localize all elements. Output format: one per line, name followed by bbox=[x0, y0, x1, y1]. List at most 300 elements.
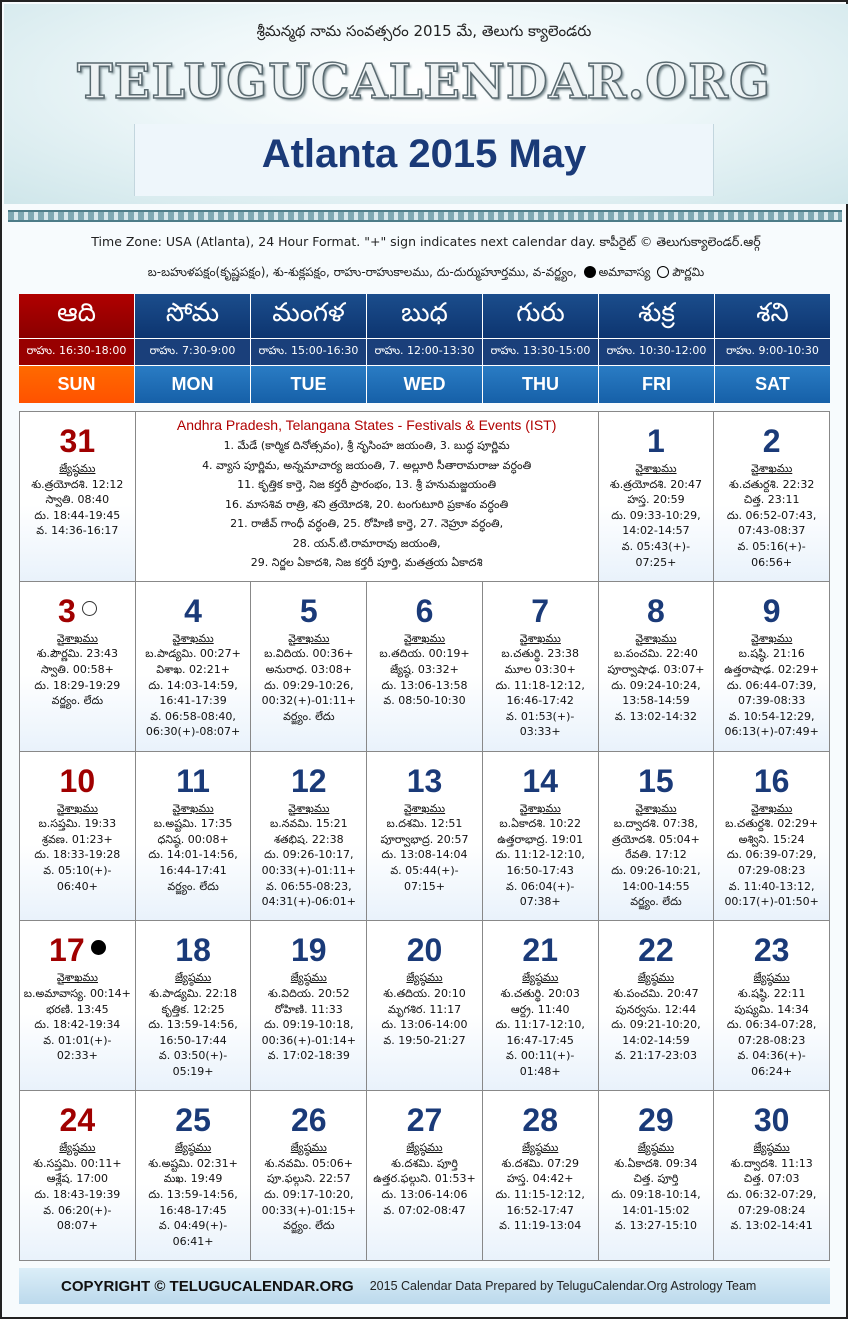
panchang-line: 01:48+ bbox=[519, 1064, 561, 1078]
day-cell[interactable] bbox=[251, 582, 366, 751]
panchang-line: దు. 09:24-10:24, bbox=[611, 678, 701, 692]
panchang-line: త్రయోదశి. 05:04+ bbox=[611, 832, 700, 846]
telugu-month: వైశాఖము bbox=[56, 631, 98, 645]
day-details bbox=[251, 1140, 366, 1234]
panchang-line: 16:47-17:45 bbox=[506, 1033, 574, 1047]
panchang-line: స్వాతి. 00:58+ bbox=[40, 662, 114, 676]
day-number-text: 7 bbox=[531, 592, 550, 629]
day-number-text: 29 bbox=[638, 1102, 674, 1139]
legend-text: బ-బహుళపక్షం(కృష్ణపక్షం), శు-శుక్లపక్షం, రాహు-రాహుకాలము, దు-దుర్ముహూర్తము, వ-వర్జ్యం, bbox=[147, 265, 577, 279]
day-details bbox=[714, 461, 829, 570]
day-number bbox=[251, 594, 366, 628]
day-number-text: 6 bbox=[415, 592, 434, 629]
panchang-line: 05:19+ bbox=[172, 1064, 214, 1078]
day-cell[interactable] bbox=[136, 921, 251, 1090]
day-number bbox=[483, 764, 598, 798]
day-details bbox=[251, 801, 366, 910]
panchang-line: బ.నవమి. 15:21 bbox=[269, 817, 348, 831]
telugu-month: జ్యేష్ఠము bbox=[637, 971, 675, 985]
weekday-english: TUE bbox=[251, 366, 366, 403]
weekday-telugu: ఆది bbox=[19, 294, 134, 338]
event-line: 11. కృత్తిక కార్తె, నిజ కర్తరీ ప్రారంభం, 13. శ్రీ హనుమజ్జయంతి bbox=[237, 478, 497, 491]
day-cell[interactable] bbox=[367, 1091, 482, 1260]
panchang-line: శు.ద్వాదశి. 11:13 bbox=[730, 1156, 813, 1170]
telugu-month: జ్యేష్ఠము bbox=[522, 1141, 559, 1155]
day-number bbox=[251, 933, 366, 967]
panchang-line: 14:02-14:57 bbox=[622, 524, 690, 538]
panchang-line: వ. 13:02-14:41 bbox=[730, 1219, 813, 1233]
day-number-text: 9 bbox=[762, 592, 781, 629]
panchang-line: 07:43-08:37 bbox=[737, 524, 806, 538]
telugu-month: వైశాఖము bbox=[172, 631, 214, 645]
day-details bbox=[367, 801, 482, 895]
panchang-line: శు.షష్ఠి. 22:11 bbox=[737, 986, 806, 1000]
day-details bbox=[599, 461, 714, 570]
day-cell[interactable] bbox=[599, 921, 714, 1090]
telugu-month: వైశాఖము bbox=[403, 801, 446, 815]
day-number bbox=[136, 1103, 251, 1137]
day-details bbox=[136, 1140, 251, 1249]
day-number-text: 8 bbox=[647, 592, 665, 629]
day-number bbox=[20, 764, 135, 798]
day-cell[interactable] bbox=[599, 752, 714, 921]
day-number-text: 13 bbox=[406, 762, 443, 799]
telugu-month: వైశాఖము bbox=[751, 462, 793, 475]
weekday-rahu: రాహు. 10:30-12:00 bbox=[599, 339, 714, 365]
panchang-line: వ. 04:36(+)- bbox=[737, 1049, 806, 1063]
panchang-line: వ. 00:11(+)- bbox=[506, 1049, 575, 1063]
site-logo-title[interactable]: TELUGUCALENDAR.ORG bbox=[77, 54, 771, 110]
panchang-line: పుష్యమి. 14:34 bbox=[734, 1002, 809, 1016]
day-number-text: 5 bbox=[299, 592, 318, 629]
panchang-line: బ.షష్ఠి. 21:16 bbox=[738, 647, 805, 661]
telugu-month: వైశాఖము bbox=[751, 801, 793, 815]
day-cell[interactable] bbox=[714, 752, 829, 921]
footer-copyright[interactable]: COPYRIGHT © TELUGUCALENDAR.ORG bbox=[61, 1277, 354, 1295]
panchang-line: వ. 17:02-18:39 bbox=[267, 1049, 350, 1063]
panchang-line: శ్రవణ. 01:23+ bbox=[41, 832, 113, 846]
day-number-text: 27 bbox=[406, 1102, 443, 1139]
panchang-line: వ. 01:01(+)- bbox=[43, 1033, 112, 1047]
weekday-column bbox=[251, 294, 366, 403]
panchang-line: వ. 08:50-10:30 bbox=[383, 694, 466, 708]
day-number bbox=[367, 933, 482, 967]
panchang-line: వ. 05:16(+)- bbox=[737, 539, 806, 553]
panchang-line: దు. 18:33-19:28 bbox=[34, 848, 121, 862]
weekday-rahu: రాహు. 9:00-10:30 bbox=[715, 339, 830, 365]
panchang-line: దు. 09:29-10:26, bbox=[264, 678, 354, 692]
panchang-line: 16:46-17:42 bbox=[506, 694, 574, 708]
day-cell[interactable] bbox=[483, 921, 598, 1090]
telugu-month: వైశాఖము bbox=[519, 631, 561, 645]
day-number-text: 12 bbox=[290, 762, 327, 799]
panchang-line: వ. 21:17-23:03 bbox=[614, 1049, 698, 1063]
day-details bbox=[20, 801, 135, 895]
day-cell[interactable] bbox=[599, 1091, 714, 1260]
panchang-line: వర్జ్యం. లేదు bbox=[283, 1219, 335, 1233]
day-number bbox=[714, 933, 829, 967]
panchang-line: 06:30(+)-08:07+ bbox=[145, 725, 241, 739]
panchang-line: చిత్త. పూర్తి bbox=[633, 1172, 679, 1186]
panchang-line: ఆర్ద్ర. 11:40 bbox=[510, 1002, 570, 1016]
telugu-month: జ్యేష్ఠము bbox=[406, 1141, 443, 1155]
day-details bbox=[136, 631, 251, 740]
day-number-text: 1 bbox=[647, 423, 665, 459]
telugu-month: వైశాఖము bbox=[751, 631, 793, 645]
weekday-telugu: సోమ bbox=[135, 294, 250, 338]
panchang-line: దు. 18:42-19:34 bbox=[34, 1018, 121, 1032]
day-details bbox=[714, 631, 829, 740]
day-number-text: 30 bbox=[753, 1102, 790, 1139]
event-line: 21. రాజీవ్ గాంధీ వర్ధంతి, 25. రోహిణి కార్తె, 27. నెహ్రూ వర్ధంతి, bbox=[230, 517, 504, 530]
day-number-text: 14 bbox=[522, 762, 558, 799]
panchang-line: దు. 06:39-07:29, bbox=[726, 848, 817, 862]
day-details bbox=[483, 631, 598, 740]
day-cell[interactable] bbox=[714, 1091, 829, 1260]
panchang-line: ఉత్తర.ఫల్గుని. 01:53+ bbox=[373, 1172, 476, 1186]
weekday-rahu: రాహు. 15:00-16:30 bbox=[251, 339, 366, 365]
day-cell[interactable] bbox=[251, 921, 366, 1090]
panchang-line: 16:44-17:41 bbox=[159, 863, 227, 877]
panchang-line: జ్యేష్ఠ. 03:32+ bbox=[390, 662, 459, 676]
day-cell[interactable] bbox=[367, 582, 482, 751]
day-cell[interactable] bbox=[136, 752, 251, 921]
panchang-line: దు. 18:44-19:45 bbox=[34, 508, 121, 522]
panchang-line: 14:01-15:02 bbox=[622, 1203, 690, 1217]
panchang-line: వ. 06:55-08:23, bbox=[265, 879, 352, 893]
new-moon-icon bbox=[91, 940, 106, 955]
day-details bbox=[599, 631, 714, 725]
panchang-line: 14:02-14:59 bbox=[622, 1033, 690, 1047]
day-cell[interactable] bbox=[20, 412, 135, 581]
ornament-divider bbox=[8, 210, 842, 222]
weekday-column bbox=[135, 294, 250, 403]
panchang-line: వ. 19:50-21:27 bbox=[383, 1033, 466, 1047]
day-number bbox=[136, 933, 251, 967]
panchang-line: స్వాతి. 08:40 bbox=[45, 493, 110, 507]
day-number bbox=[483, 1103, 598, 1137]
weekday-telugu: గురు bbox=[483, 294, 598, 338]
calendar-grid bbox=[19, 411, 830, 1261]
panchang-line: వర్జ్యం. లేదు bbox=[51, 694, 104, 708]
panchang-line: పూర్వాభాద్ర. 20:57 bbox=[380, 832, 469, 846]
panchang-line: శు.చతుర్దశి. 22:32 bbox=[728, 477, 815, 491]
weekday-english: SAT bbox=[715, 366, 830, 403]
panchang-line: బ.అమావాస్య. 00:14+ bbox=[23, 986, 131, 1000]
panchang-line: ధనిష్ఠ. 00:08+ bbox=[157, 832, 229, 846]
day-cell[interactable] bbox=[136, 582, 251, 751]
panchang-line: వ. 07:02-08:47 bbox=[383, 1203, 466, 1217]
weekday-column bbox=[19, 294, 134, 403]
panchang-line: శు.త్రయోదశి. 12:12 bbox=[31, 477, 124, 491]
panchang-line: పూ.ఫల్గుని. 22:57 bbox=[266, 1172, 351, 1186]
panchang-line: 13:58-14:59 bbox=[622, 694, 690, 708]
telugu-year-title: శ్రీమన్మథ నామ సంవత్సరం 2015 మే, తెలుగు క్యాలెండరు bbox=[256, 22, 592, 40]
day-details bbox=[136, 970, 251, 1079]
weekday-rahu: రాహు. 16:30-18:00 bbox=[19, 339, 134, 365]
events-title: Andhra Pradesh, Telangana States - Festivals & Events (IST) bbox=[176, 417, 557, 433]
full-moon-icon bbox=[82, 601, 97, 616]
day-number bbox=[599, 764, 714, 798]
telugu-month: వైశాఖము bbox=[56, 801, 98, 815]
panchang-line: శు.నవమి. 05:06+ bbox=[264, 1156, 353, 1170]
event-line: 28. యన్.టి.రామారావు జయంతి, bbox=[292, 536, 441, 550]
weekday-english: WED bbox=[367, 366, 482, 403]
day-details bbox=[599, 970, 714, 1064]
telugu-month: జ్యేష్ఠము bbox=[522, 971, 559, 985]
panchang-line: బ.ఏకాదశి. 10:22 bbox=[499, 817, 582, 831]
day-number bbox=[367, 594, 482, 628]
day-number-text: 26 bbox=[290, 1102, 327, 1139]
day-number bbox=[367, 1103, 482, 1137]
day-cell[interactable] bbox=[483, 1091, 598, 1260]
panchang-line: దు. 09:18-10:14, bbox=[611, 1187, 701, 1201]
panchang-line: 16:41-17:39 bbox=[159, 694, 227, 708]
panchang-line: దు. 06:32-07:29, bbox=[726, 1187, 817, 1201]
panchang-line: వ. 05:10(+)- bbox=[43, 863, 112, 877]
panchang-line: దు. 14:03-14:59, bbox=[148, 678, 238, 692]
panchang-line: దు. 09:26-10:17, bbox=[264, 848, 354, 862]
weekday-rahu: రాహు. 7:30-9:00 bbox=[135, 339, 250, 365]
event-line: 29. నిర్జల ఏకాదశి, నిజ కర్తరీ పూర్తి, మతత్రయ ఏకాదశి bbox=[250, 556, 483, 569]
panchang-line: దు. 06:34-07:28, bbox=[726, 1018, 817, 1032]
telugu-month: జ్యేష్ఠము bbox=[753, 1141, 790, 1155]
panchang-line: బ.తదియ. 00:19+ bbox=[379, 647, 470, 661]
day-cell[interactable] bbox=[20, 1091, 135, 1260]
day-number bbox=[714, 424, 829, 458]
panchang-line: హస్త. 04:42+ bbox=[506, 1172, 574, 1186]
weekday-column bbox=[715, 294, 830, 403]
day-cell[interactable] bbox=[251, 752, 366, 921]
panchang-line: దు. 18:43-19:39 bbox=[34, 1187, 121, 1201]
panchang-line: 06:13(+)-07:49+ bbox=[724, 725, 819, 739]
day-details bbox=[599, 1140, 714, 1234]
panchang-line: 07:39-08:33 bbox=[737, 694, 806, 708]
panchang-line: దు. 09:33-10:29, bbox=[611, 508, 701, 522]
panchang-line: దు. 14:01-14:56, bbox=[148, 848, 238, 862]
day-details bbox=[599, 801, 714, 910]
day-number-text: 16 bbox=[753, 762, 790, 799]
day-details bbox=[714, 1140, 829, 1234]
panchang-line: 16:52-17:47 bbox=[506, 1203, 574, 1217]
panchang-line: 00:33(+)-01:11+ bbox=[261, 863, 356, 877]
panchang-line: వ. 10:54-12:29, bbox=[728, 709, 815, 723]
panchang-line: బ.పంచమి. 22:40 bbox=[614, 647, 698, 661]
telugu-month: వైశాఖము bbox=[635, 462, 677, 475]
day-details bbox=[251, 970, 366, 1064]
weekday-english: SUN bbox=[19, 366, 134, 403]
panchang-line: వ. 06:04(+)- bbox=[506, 879, 575, 893]
panchang-line: వ. 11:40-13:12, bbox=[728, 879, 815, 893]
panchang-line: హస్త. 20:59 bbox=[627, 493, 685, 507]
telugu-month: వైశాఖము bbox=[403, 631, 446, 645]
telugu-month: వైశాఖము bbox=[635, 801, 677, 815]
panchang-line: శు.పౌర్ణమి. 23:43 bbox=[36, 647, 119, 661]
panchang-line: వ. 11:19-13:04 bbox=[499, 1219, 582, 1233]
telugu-month: జ్యేష్ఠము bbox=[753, 971, 790, 985]
panchang-line: 00:32(+)-01:11+ bbox=[261, 694, 356, 708]
telugu-month: జ్యేష్ఠము bbox=[290, 971, 327, 985]
day-details bbox=[714, 801, 829, 910]
panchang-line: 06:40+ bbox=[56, 879, 98, 893]
telugu-month: జ్యేష్ఠము bbox=[174, 971, 212, 985]
day-details bbox=[483, 970, 598, 1079]
day-details bbox=[20, 970, 135, 1064]
panchang-line: బ.చతుర్దశి. 02:29+ bbox=[725, 817, 819, 831]
panchang-line: 07:15+ bbox=[404, 879, 445, 893]
panchang-line: ఉత్తరాభాద్ర. 19:01 bbox=[497, 832, 584, 846]
panchang-line: దు. 13:06-14:00 bbox=[381, 1018, 468, 1032]
panchang-line: మఖ. 19:49 bbox=[163, 1172, 223, 1186]
panchang-line: బ.సప్తమి. 19:33 bbox=[38, 817, 117, 831]
legend-new-moon: అమావాస్య bbox=[598, 265, 651, 279]
day-number bbox=[714, 764, 829, 798]
day-cell[interactable] bbox=[483, 582, 598, 751]
weekday-telugu: శుక్ర bbox=[599, 294, 714, 338]
day-number bbox=[251, 1103, 366, 1137]
day-number bbox=[136, 594, 251, 628]
telugu-month: వైశాఖము bbox=[288, 631, 330, 645]
panchang-line: శు.త్రయోదశి. 20:47 bbox=[609, 477, 702, 491]
telugu-month: వైశాఖము bbox=[635, 631, 677, 645]
panchang-line: భరణి. 13:45 bbox=[46, 1002, 109, 1016]
panchang-line: 16:50-17:44 bbox=[159, 1033, 227, 1047]
panchang-line: శు.పంచమి. 20:47 bbox=[613, 986, 699, 1000]
day-number-text: 31 bbox=[59, 423, 96, 459]
panchang-line: బ.చతుర్థి. 23:38 bbox=[501, 647, 580, 661]
day-cell[interactable] bbox=[136, 1091, 251, 1260]
panchang-line: శు.పాడ్యమి. 22:18 bbox=[149, 986, 238, 1000]
panchang-line: వ. 05:43(+)- bbox=[621, 539, 691, 553]
day-number bbox=[367, 764, 482, 798]
weekday-rahu: రాహు. 13:30-15:00 bbox=[483, 339, 598, 365]
day-cell[interactable] bbox=[714, 582, 829, 751]
panchang-line: 04:31(+)-06:01+ bbox=[261, 895, 356, 909]
panchang-line: దు. 13:06-13:58 bbox=[381, 678, 468, 692]
weekday-column bbox=[599, 294, 714, 403]
day-cell[interactable] bbox=[20, 921, 135, 1090]
day-cell[interactable] bbox=[367, 921, 482, 1090]
telugu-month: జ్యేష్ఠము bbox=[637, 1141, 675, 1155]
day-details bbox=[136, 801, 251, 895]
day-number-text: 2 bbox=[762, 423, 781, 459]
day-cell[interactable] bbox=[714, 412, 829, 581]
telugu-month: జ్యేష్ఠము bbox=[174, 1141, 212, 1155]
panchang-line: దు. 09:19-10:18, bbox=[264, 1018, 354, 1032]
panchang-line: 00:17(+)-01:50+ bbox=[724, 895, 819, 909]
footer-note: 2015 Calendar Data Prepared by TeluguCalendar.Org Astrology Team bbox=[369, 1279, 757, 1293]
panchang-line: చిత్త. 23:11 bbox=[743, 493, 800, 507]
day-number bbox=[599, 424, 714, 458]
weekday-header bbox=[19, 294, 830, 403]
panchang-line: వ. 06:58-08:40, bbox=[150, 709, 236, 723]
panchang-line: శు.ఏకాదశి. 09:34 bbox=[614, 1156, 698, 1170]
panchang-line: పూర్వాషాఢ. 03:07+ bbox=[607, 662, 705, 676]
telugu-month: వైశాఖము bbox=[519, 801, 561, 815]
panchang-line: 07:28-08:23 bbox=[737, 1033, 806, 1047]
panchang-line: వర్జ్యం. లేదు bbox=[167, 879, 219, 893]
day-number-text: 17 bbox=[49, 932, 85, 969]
panchang-line: శు.దశమి. 07:29 bbox=[501, 1156, 579, 1170]
panchang-line: బ.దశమి. 12:51 bbox=[386, 817, 463, 831]
day-number bbox=[714, 594, 829, 628]
panchang-line: రేవతి. 17:12 bbox=[625, 848, 687, 862]
panchang-line: 06:24+ bbox=[751, 1064, 793, 1078]
panchang-line: వ. 01:53(+)- bbox=[506, 709, 575, 723]
day-cell[interactable] bbox=[367, 752, 482, 921]
event-line: 4. వ్యాస పూర్ణిమ, అన్నమాచార్య జయంతి, 7. అల్లూరి సీతారామరాజు వర్ధంతి bbox=[202, 458, 532, 472]
panchang-line: దు. 09:17-10:20, bbox=[264, 1187, 354, 1201]
day-number-text: 28 bbox=[522, 1102, 558, 1139]
full-moon-icon bbox=[657, 266, 669, 278]
legend-full-moon: పౌర్ణమి bbox=[672, 265, 705, 279]
day-cell[interactable] bbox=[20, 752, 135, 921]
day-number bbox=[599, 933, 714, 967]
day-number-text: 23 bbox=[753, 932, 790, 969]
panchang-line: దు. 11:15-12:12, bbox=[495, 1187, 585, 1201]
panchang-line: దు. 13:59-14:56, bbox=[148, 1187, 238, 1201]
panchang-line: వ. 14:36-16:17 bbox=[36, 524, 119, 538]
panchang-line: 06:56+ bbox=[751, 555, 793, 569]
day-number-text: 24 bbox=[59, 1102, 96, 1139]
day-cell[interactable] bbox=[20, 582, 135, 751]
day-number-text: 3 bbox=[57, 592, 76, 629]
panchang-line: వ. 05:44(+)- bbox=[390, 863, 459, 877]
panchang-line: అశ్విని. 15:24 bbox=[738, 832, 805, 846]
day-number-text: 21 bbox=[522, 932, 558, 969]
footer-bar bbox=[19, 1268, 830, 1304]
day-number-text: 10 bbox=[59, 762, 96, 799]
panchang-line: శు.దశమి. పూర్తి bbox=[391, 1156, 458, 1170]
panchang-line: ఉత్తరాషాఢ. 02:29+ bbox=[724, 662, 819, 676]
day-cell[interactable] bbox=[714, 921, 829, 1090]
panchang-line: వ. 13:27-15:10 bbox=[614, 1219, 698, 1233]
day-details bbox=[367, 631, 482, 709]
telugu-month: జ్యేష్ఠము bbox=[59, 1141, 96, 1155]
panchang-line: 06:41+ bbox=[172, 1234, 214, 1248]
day-number-text: 19 bbox=[290, 932, 327, 969]
panchang-line: దు. 06:44-07:39, bbox=[726, 678, 817, 692]
panchang-line: బ.పాడ్యమి. 00:27+ bbox=[145, 647, 241, 661]
panchang-line: 07:25+ bbox=[635, 555, 677, 569]
day-number-text: 15 bbox=[638, 762, 674, 799]
day-details bbox=[367, 970, 482, 1048]
day-details bbox=[483, 801, 598, 910]
day-cell[interactable] bbox=[483, 752, 598, 921]
telugu-month: జ్యేష్ఠము bbox=[406, 971, 443, 985]
day-cell[interactable] bbox=[599, 582, 714, 751]
panchang-line: అనురాధ. 03:08+ bbox=[265, 662, 352, 676]
telugu-month: జ్యేష్ఠము bbox=[59, 462, 96, 475]
day-number-text: 25 bbox=[175, 1102, 211, 1139]
panchang-line: దు. 09:26-10:21, bbox=[611, 863, 701, 877]
weekday-telugu: మంగళ bbox=[251, 294, 366, 338]
new-moon-icon bbox=[584, 266, 596, 278]
day-number bbox=[20, 594, 135, 628]
day-cell[interactable] bbox=[599, 412, 714, 581]
weekday-column bbox=[367, 294, 482, 403]
panchang-line: వర్జ్యం. లేదు bbox=[630, 895, 682, 909]
weekday-english: FRI bbox=[599, 366, 714, 403]
telugu-month: వైశాఖము bbox=[56, 971, 98, 985]
day-number bbox=[20, 1103, 135, 1137]
telugu-month: వైశాఖము bbox=[288, 801, 330, 815]
day-number-text: 18 bbox=[175, 932, 211, 969]
day-cell[interactable] bbox=[251, 1091, 366, 1260]
event-line: 16. మాసశివ రాత్రి, శని త్రయోదశి, 20. టంగుటూరి ప్రకాశం వర్ధంతి bbox=[225, 497, 509, 511]
panchang-line: బ.విదియ. 00:36+ bbox=[264, 647, 354, 661]
day-details bbox=[20, 461, 135, 539]
